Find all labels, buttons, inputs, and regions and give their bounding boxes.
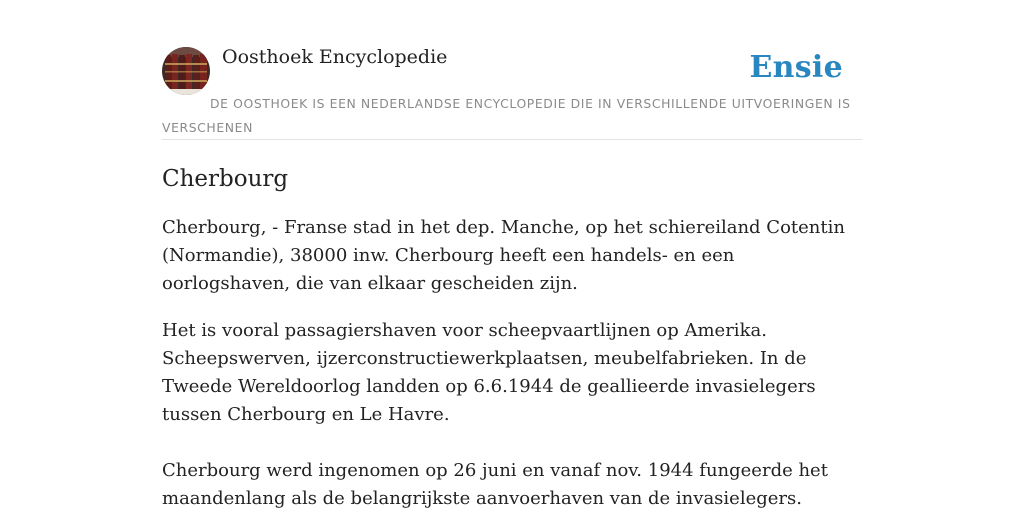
site-header: [162, 44, 862, 140]
page-title: Cherbourg: [162, 166, 289, 192]
article-paragraph: Cherbourg werd ingenomen op 26 juni en vanaf nov. 1944 fungeerde het maandenlang als de belangrijkste aanvoerhaven van de invasielegers.: [162, 460, 828, 509]
article-paragraph: Cherbourg, - Franse stad in het dep. Manche, op het schiereiland Cotentin (Normandie), 38000 inw. Cherbourg heeft een handels- en een oorlogshaven, die van elkaar gescheiden zijn.: [162, 217, 845, 294]
site-name[interactable]: Oosthoek Encyclopedie: [222, 46, 448, 68]
article: [162, 160, 862, 512]
article-paragraph: Het is vooral passagiershaven voor scheepvaartlijnen op Amerika. Scheepswerven, ijzerconstructiewerkplaatsen, meubelfabrieken. In de Tweede Wereldoorlog landden op 6.6.1944 de geallieerde invasielegers tussen Cherbourg en Le Havre.: [162, 320, 816, 425]
site-tagline: DE OOSTHOEK IS EEN NEDERLANDSE ENCYCLOPEDIE DIE IN VERSCHILLENDE UITVOERINGEN IS VERSCHENEN: [162, 96, 851, 135]
encyclopedia-books-icon[interactable]: [162, 47, 210, 95]
ensie-logo[interactable]: Ensie: [749, 50, 843, 85]
